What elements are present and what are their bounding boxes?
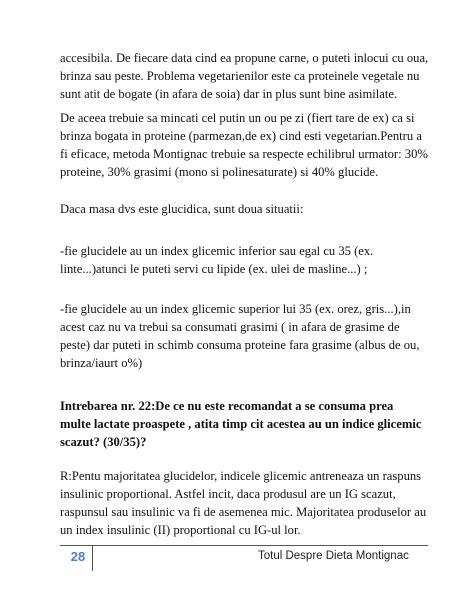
text-line: un index insulinic (II) proportional cu IG-ul lor. [60,523,301,537]
paragraph-vegetarian-balance [60,109,428,181]
text-line: linte...)atunci le puteti servi cu lipide (ex. ulei de masline...) ; [60,262,368,276]
text-line: acest caz nu va trebui sa consumati grasimi ( in afara de grasime de [60,320,400,334]
footer-separator [92,545,93,571]
answer-paragraph [60,467,427,539]
text-line: accesibila. De fiecare data cind ea propune carne, o puteti inlocui cu oua, [60,51,429,65]
page-number: 28 [70,549,86,564]
text-line: brinza sau peste. Problema vegetarienilor este ca proteinele vegetale nu [60,69,420,83]
text-line: fi eficace, metoda Montignac trebuie sa respecte echilibrul urmator: 30% [60,147,428,161]
paragraph-two-situations [60,200,422,218]
text-line: De aceea trebuie sa mincati cel putin un ou pe zi (fiert tare de ex) ca si [60,111,415,125]
text-line: insulinic proportional. Astfel incit, daca produsul are un IG scazut, [60,487,396,501]
text-line: peste) dar puteti in schimb consuma proteine fara grasime (albus de ou, [60,338,420,352]
paragraph-substitutes [60,49,429,103]
text-line: -fie glucidele au un index glicemic inferior sau egal cu 35 (ex. [60,244,374,258]
text-line: raspunsul sau insulinic va fi de asemenea mic. Majoritatea produselor au [60,505,427,519]
footer-divider [60,545,428,546]
text-line: Intrebarea nr. 22:De ce nu este recomandat a se consuma prea [60,399,394,413]
text-line: -fie glucidele au un index glicemic superior lui 35 (ex. orez, gris...),in [60,302,411,316]
text-line: multe lactate proaspete , atita timp cit acestea au un indice glicemic [60,417,422,431]
text-line: sunt atit de bogate (in afara de soia) dar in plus sunt bine asimilate. [60,87,398,101]
paragraph-high-gi [60,300,422,372]
text-line: proteine, 30% grasimi (mono si polinesaturate) si 40% glucide. [60,165,379,179]
text-line: brinza/iaurt o%) [60,356,143,370]
paragraph-low-gi [60,242,422,278]
text-line: brinza bogata in proteine (parmezan,de ex) cind esti vegetarian.Pentru a [60,129,422,143]
text-line: Daca masa dvs este glucidica, sunt doua situatii: [60,202,304,216]
text-line: R:Pentu majoritatea glucidelor, indicele glicemic antreneaza un raspuns [60,469,422,483]
text-line: scazut? (30/35)? [60,435,147,449]
question-heading [60,397,422,451]
footer-book-title: Totul Despre Dieta Montignac [258,550,409,562]
